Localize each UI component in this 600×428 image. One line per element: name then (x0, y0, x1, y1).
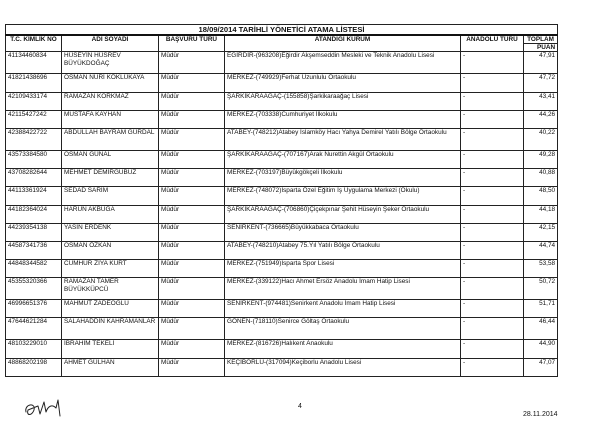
table-body (6, 52, 558, 376)
table-row (6, 318, 558, 340)
cell-tc: 42388422722 (6, 128, 62, 150)
cell-kurum: ŞARKİKARAAĞAÇ-(706860)Çiçekpınar Şehit Hüseyin Şeker Ortaokulu (225, 205, 461, 223)
cell-tc: 48868202198 (6, 358, 62, 376)
table-row (6, 300, 558, 318)
col-header-toplam-puan (524, 35, 558, 52)
table-row (6, 150, 558, 168)
cell-basvuru: Müdür (159, 128, 225, 150)
cell-anadolu: - (461, 223, 524, 241)
cell-kurum: MERKEZ-(339122)Hacı Ahmet Ersöz Anadolu İmam Hatip Lisesi (225, 278, 461, 300)
cell-tc: 42109433174 (6, 92, 62, 110)
page-number: 4 (298, 403, 302, 410)
cell-name: CUMHUR ZİYA KURT (62, 260, 159, 278)
document-page (5, 24, 557, 377)
cell-tc: 44113361924 (6, 187, 62, 205)
cell-name: HÜSEYİN HÜSREV BÜYÜKDOĞAÇ (62, 52, 159, 74)
cell-tc: 41821438696 (6, 74, 62, 92)
col-header-anadolu: ANADOLU TÜRÜ (461, 35, 524, 52)
cell-anadolu: - (461, 260, 524, 278)
cell-basvuru: Müdür (159, 358, 225, 376)
cell-puan: 51,71 (524, 300, 558, 318)
cell-basvuru: Müdür (159, 223, 225, 241)
cell-kurum: GÖNEN-(718110)Senirce Göltaş Ortaokulu (225, 318, 461, 340)
cell-basvuru: Müdür (159, 110, 225, 128)
col-header-toplam: TOPLAM (524, 36, 557, 44)
cell-basvuru: Müdür (159, 92, 225, 110)
cell-name: MEHMET DEMİRGUBUZ (62, 169, 159, 187)
col-header-basvuru: BAŞVURU TÜRÜ (159, 35, 225, 52)
cell-puan: 49,28 (524, 150, 558, 168)
cell-tc: 46996651376 (6, 300, 62, 318)
cell-name: RAMAZAN TAMER BÜYÜKKÜPCÜ (62, 278, 159, 300)
document-title: 18/09/2014 TARİHLİ YÖNETİCİ ATAMA LİSTESİ (6, 25, 558, 36)
cell-tc: 43573384580 (6, 150, 62, 168)
cell-kurum: EĞİRDİR-(963208)Eğirdir Akşemseddin Mesleki ve Teknik Anadolu Lisesi (225, 52, 461, 74)
cell-kurum: ATABEY-(748210)Atabey 75.Yıl Yatılı Bölge Ortaokulu (225, 241, 461, 259)
cell-kurum: MERKEZ-(816726)Halıkent Anaokulu (225, 340, 461, 358)
table-row (6, 260, 558, 278)
cell-basvuru: Müdür (159, 74, 225, 92)
col-header-name: ADI SOYADI (62, 35, 159, 52)
cell-tc: 44239354138 (6, 223, 62, 241)
cell-kurum: SENİRKENT-(736665)Büyükkabaca Ortaokulu (225, 223, 461, 241)
cell-anadolu: - (461, 187, 524, 205)
cell-anadolu: - (461, 205, 524, 223)
cell-name: OSMAN ÖZKAN (62, 241, 159, 259)
cell-name: HARUN AKBUĞA (62, 205, 159, 223)
handwritten-signature (22, 392, 72, 422)
cell-name: OSMAN GÜNAL (62, 150, 159, 168)
cell-kurum: MERKEZ-(703338)Cumhuriyet İlkokulu (225, 110, 461, 128)
cell-basvuru: Müdür (159, 52, 225, 74)
cell-name: MAHMUT ZADEOĞLU (62, 300, 159, 318)
cell-basvuru: Müdür (159, 150, 225, 168)
col-header-tc: T.C. KİMLİK NO (6, 35, 62, 52)
cell-name: ABDULLAH BAYRAM GÜRDAL (62, 128, 159, 150)
cell-puan: 47,72 (524, 74, 558, 92)
cell-name: SALAHADDİN KAHRAMANLAR (62, 318, 159, 340)
cell-kurum: SENİRKENT-(974481)Senirkent Anadolu İmam Hatip Lisesi (225, 300, 461, 318)
cell-anadolu: - (461, 169, 524, 187)
table-row (6, 278, 558, 300)
cell-kurum: MERKEZ-(751949)Isparta Spor Lisesi (225, 260, 461, 278)
cell-kurum: ŞARKİKARAAĞAÇ-(707167)Arak Nurettin Akgül Ortaokulu (225, 150, 461, 168)
cell-puan: 43,41 (524, 92, 558, 110)
cell-name: OSMAN NURİ KÖKLÜKAYA (62, 74, 159, 92)
col-header-kurum: ATANDIĞI KURUM (225, 35, 461, 52)
cell-basvuru: Müdür (159, 205, 225, 223)
cell-tc: 45355320366 (6, 278, 62, 300)
cell-tc: 47644621284 (6, 318, 62, 340)
cell-kurum: KEÇİBORLU-(317094)Keçiborlu Anadolu Lisesi (225, 358, 461, 376)
table-row (6, 205, 558, 223)
cell-basvuru: Müdür (159, 187, 225, 205)
cell-puan: 44,90 (524, 340, 558, 358)
cell-basvuru: Müdür (159, 340, 225, 358)
cell-name: AHMET GÜLHAN (62, 358, 159, 376)
cell-anadolu: - (461, 110, 524, 128)
cell-name: RAMAZAN KORKMAZ (62, 92, 159, 110)
cell-puan: 44,26 (524, 110, 558, 128)
col-header-puan: PUAN (536, 44, 556, 51)
footer-date: 28.11.2014 (523, 411, 558, 418)
cell-anadolu: - (461, 318, 524, 340)
table-row (6, 110, 558, 128)
cell-anadolu: - (461, 300, 524, 318)
cell-tc: 43708282644 (6, 169, 62, 187)
cell-puan: 47,91 (524, 52, 558, 74)
table-row (6, 187, 558, 205)
cell-puan: 53,58 (524, 260, 558, 278)
table-row (6, 241, 558, 259)
cell-puan: 50,72 (524, 278, 558, 300)
cell-anadolu: - (461, 278, 524, 300)
table-row (6, 92, 558, 110)
cell-basvuru: Müdür (159, 300, 225, 318)
table-row (6, 128, 558, 150)
title-row (6, 25, 558, 36)
cell-anadolu: - (461, 358, 524, 376)
table-row (6, 340, 558, 358)
table-row (6, 74, 558, 92)
cell-tc: 44587341736 (6, 241, 62, 259)
cell-tc: 44182364024 (6, 205, 62, 223)
cell-anadolu: - (461, 128, 524, 150)
cell-anadolu: - (461, 150, 524, 168)
cell-basvuru: Müdür (159, 278, 225, 300)
cell-anadolu: - (461, 74, 524, 92)
cell-name: MUSTAFA KAYHAN (62, 110, 159, 128)
cell-name: İBRAHİM TEKELİ (62, 340, 159, 358)
cell-puan: 48,50 (524, 187, 558, 205)
cell-kurum: MERKEZ-(749929)Ferhat Uzunlulu Ortaokulu (225, 74, 461, 92)
cell-puan: 47,07 (524, 358, 558, 376)
cell-tc: 48103229010 (6, 340, 62, 358)
cell-kurum: ŞARKİKARAAĞAÇ-(155858)Şarkikaraağaç Lisesi (225, 92, 461, 110)
cell-tc: 41134460834 (6, 52, 62, 74)
cell-basvuru: Müdür (159, 318, 225, 340)
cell-puan: 44,74 (524, 241, 558, 259)
table-row (6, 169, 558, 187)
cell-name: SEDAD SARIM (62, 187, 159, 205)
cell-anadolu: - (461, 340, 524, 358)
cell-basvuru: Müdür (159, 241, 225, 259)
cell-puan: 42,15 (524, 223, 558, 241)
cell-kurum: MERKEZ-(748072)Isparta Özel Eğitim İş Uygulama Merkezi (Okulu) (225, 187, 461, 205)
cell-anadolu: - (461, 52, 524, 74)
header-row (6, 35, 558, 52)
cell-anadolu: - (461, 241, 524, 259)
table-row (6, 223, 558, 241)
cell-anadolu: - (461, 92, 524, 110)
cell-name: YASİN ERDENK (62, 223, 159, 241)
cell-basvuru: Müdür (159, 169, 225, 187)
cell-tc: 44848344582 (6, 260, 62, 278)
cell-puan: 44,18 (524, 205, 558, 223)
cell-puan: 46,44 (524, 318, 558, 340)
appointment-table (5, 24, 558, 377)
table-row (6, 358, 558, 376)
cell-puan: 40,22 (524, 128, 558, 150)
cell-puan: 40,88 (524, 169, 558, 187)
table-row (6, 52, 558, 74)
cell-basvuru: Müdür (159, 260, 225, 278)
cell-kurum: ATABEY-(748212)Atabey İslamköy Hacı Yahya Demirel Yatılı Bölge Ortaokulu (225, 128, 461, 150)
cell-tc: 42115427242 (6, 110, 62, 128)
cell-kurum: MERKEZ-(703197)Büyükgökçeli İlkokulu (225, 169, 461, 187)
